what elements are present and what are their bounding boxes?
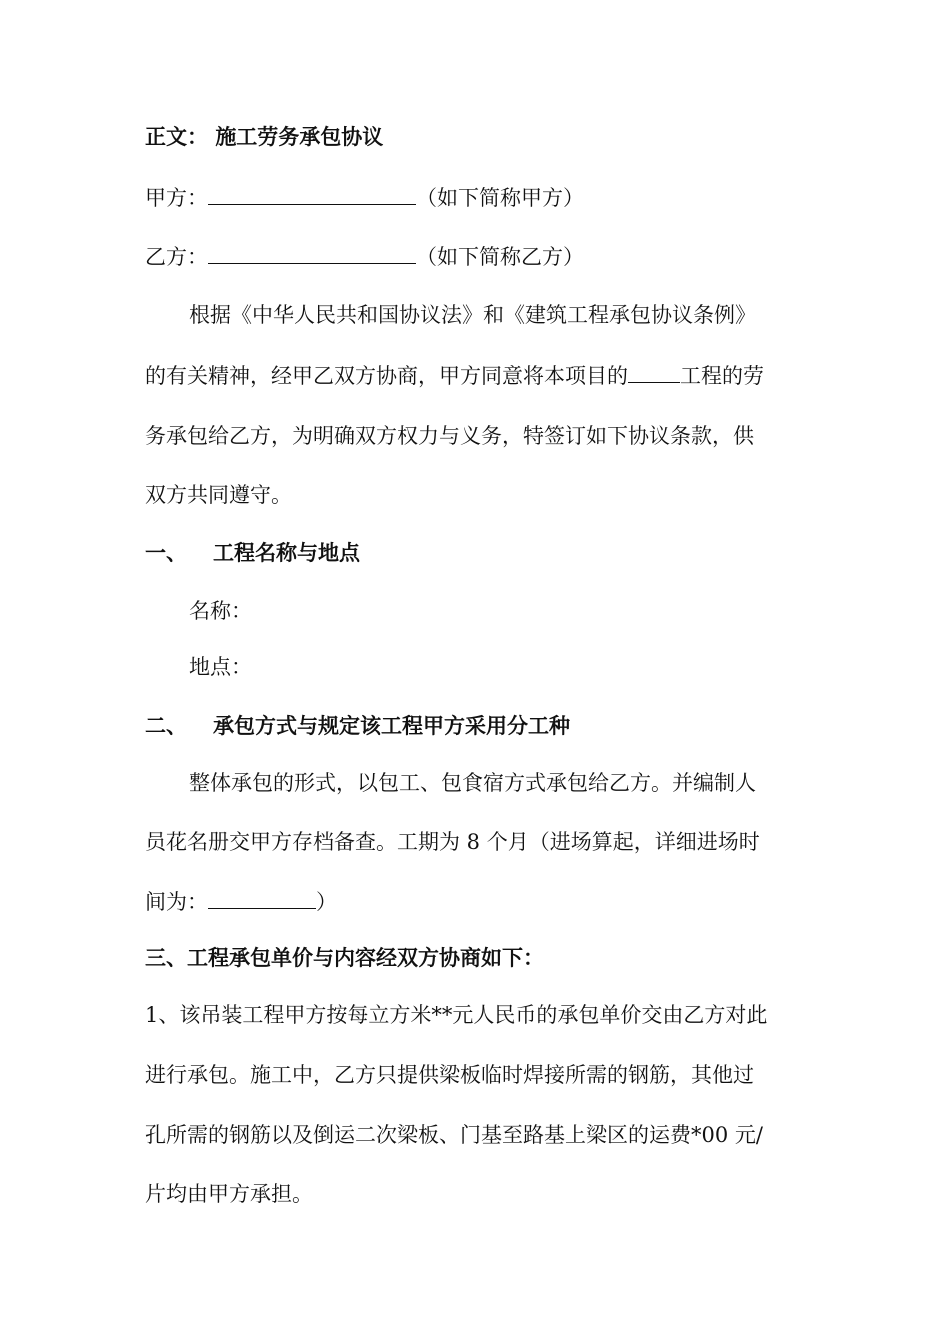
section-1-heading (145, 538, 810, 568)
section-3-heading: 三、工程承包单价与内容经双方协商如下： (145, 945, 544, 970)
section-1-title: 工程名称与地点 (213, 540, 360, 565)
title-text: 施工劳务承包协议 (215, 124, 384, 149)
document-title (145, 122, 810, 152)
intro-line-2 (145, 360, 810, 391)
party-b-blank (208, 241, 416, 264)
party-a-note: （如下简称甲方） (416, 186, 584, 210)
entry-date-blank (208, 886, 316, 909)
section-3-line-4: 片均由甲方承担。 (145, 1182, 313, 1206)
party-b-label: 乙方： (145, 245, 208, 269)
section-2-line-2: 员花名册交甲方存档备查。工期为 8 个月（进场算起，详细进场时 (145, 830, 760, 854)
section-2-number: 二、 (145, 713, 187, 738)
title-prefix: 正文： (145, 124, 208, 149)
party-a-blank (208, 182, 416, 205)
section-2-line-3a: 间为： (145, 890, 208, 914)
section-2-line-3 (145, 886, 810, 917)
party-b-note: （如下简称乙方） (416, 245, 584, 269)
section-2-title: 承包方式与规定该工程甲方采用分工种 (213, 713, 570, 738)
name-label: 名称： (189, 599, 252, 623)
intro-line-4: 双方共同遵守。 (145, 483, 292, 507)
section-2-line-1: 整体承包的形式，以包工、包食宿方式承包给乙方。并编制人 (189, 771, 756, 795)
intro-line-3: 务承包给乙方，为明确双方权力与义务，特签订如下协议条款，供 (145, 424, 754, 448)
intro-line-1: 根据《中华人民共和国协议法》和《建筑工程承包协议条例》 (189, 303, 756, 327)
section-1-number: 一、 (145, 540, 187, 565)
party-a-line (145, 182, 810, 213)
section-2-line-3b: ） (316, 890, 337, 914)
project-blank (628, 360, 680, 383)
section-3-line-1: 1、该吊装工程甲方按每立方米**元人民币的承包单价交由乙方对此 (145, 1003, 768, 1027)
section-3-line-2: 进行承包。施工中，乙方只提供梁板临时焊接所需的钢筋，其他过 (145, 1063, 754, 1087)
intro-line-2a: 的有关精神，经甲乙双方协商，甲方同意将本项目的 (145, 364, 628, 388)
section-3-line-3: 孔所需的钢筋以及倒运二次梁板、门基至路基上梁区的运费*00 元/ (145, 1123, 763, 1147)
party-a-label: 甲方： (145, 186, 208, 210)
intro-line-2b: 工程的劳 (680, 364, 764, 388)
location-label: 地点： (189, 655, 252, 679)
section-2-heading (145, 711, 810, 741)
party-b-line (145, 241, 810, 272)
